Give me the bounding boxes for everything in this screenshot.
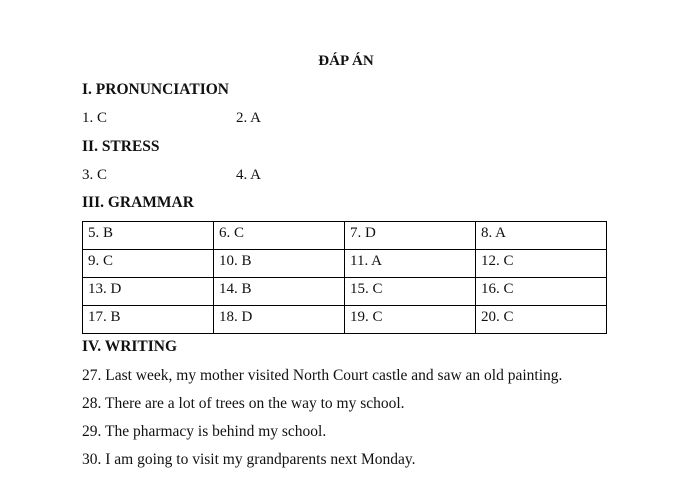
page-title: ĐÁP ÁN	[318, 53, 374, 69]
table-cell: 18. D	[214, 306, 345, 334]
table-row	[83, 222, 607, 250]
table-row	[83, 278, 607, 306]
table-cell: 13. D	[83, 278, 214, 306]
table-cell: 20. C	[476, 306, 607, 334]
table-cell: 17. B	[83, 306, 214, 334]
answer-1: 1. C	[82, 110, 108, 126]
table-row	[83, 306, 607, 334]
table-cell: 5. B	[83, 222, 214, 250]
writing-answer-29: 29. The pharmacy is behind my school.	[82, 423, 327, 440]
section-heading-writing: IV. WRITING	[82, 338, 178, 355]
answer-3: 3. C	[82, 167, 108, 183]
table-cell: 14. B	[214, 278, 345, 306]
answer-4: 4. A	[236, 167, 262, 183]
table-cell: 8. A	[476, 222, 607, 250]
table-cell: 12. C	[476, 250, 607, 278]
writing-answer-27: 27. Last week, my mother visited North Court castle and saw an old painting.	[82, 367, 563, 384]
table-cell: 9. C	[83, 250, 214, 278]
section-heading-stress: II. STRESS	[82, 138, 160, 155]
writing-answer-30: 30. I am going to visit my grandparents next Monday.	[82, 451, 416, 468]
table-cell: 11. A	[345, 250, 476, 278]
table-cell: 10. B	[214, 250, 345, 278]
section-heading-pronunciation: I. PRONUNCIATION	[82, 81, 229, 98]
answer-2: 2. A	[236, 110, 262, 126]
writing-answer-28: 28. There are a lot of trees on the way to my school.	[82, 395, 405, 412]
table-cell: 7. D	[345, 222, 476, 250]
table-cell: 19. C	[345, 306, 476, 334]
grammar-answer-table	[82, 221, 607, 334]
section-heading-grammar: III. GRAMMAR	[82, 194, 194, 211]
table-row	[83, 250, 607, 278]
table-cell: 15. C	[345, 278, 476, 306]
table-cell: 16. C	[476, 278, 607, 306]
table-cell: 6. C	[214, 222, 345, 250]
